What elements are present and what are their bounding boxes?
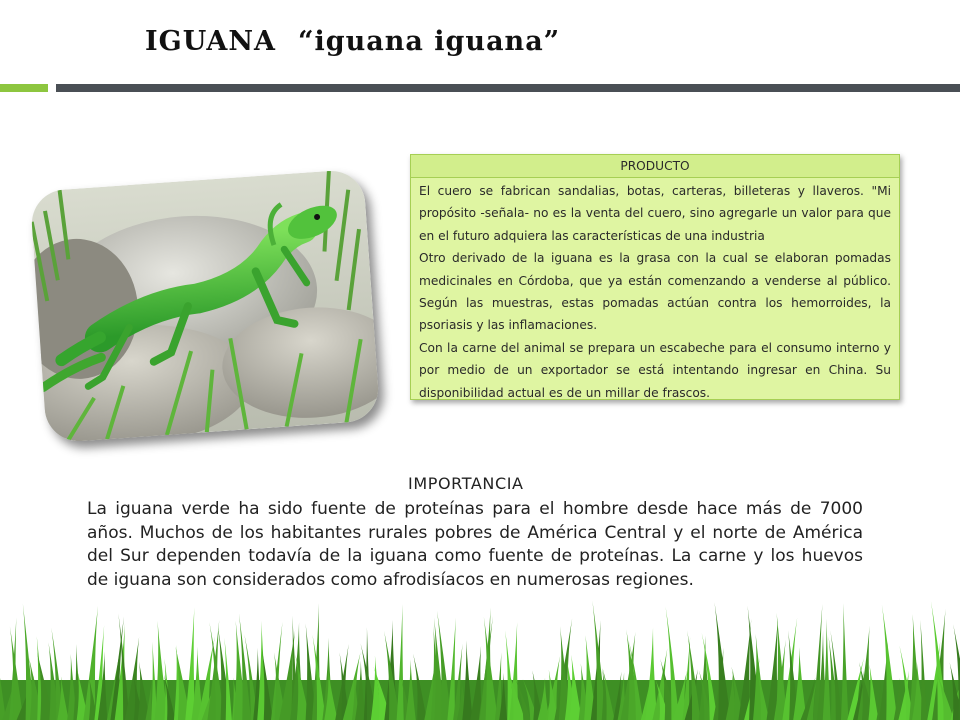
grass-blade (841, 603, 848, 720)
accent-bar-gray (56, 84, 960, 92)
importance-text: La iguana verde ha sido fuente de proteínas para el hombre desde hace más de 7000 años. Muchos de los habitantes rurales pobres de América Central y el norte de América del Sur dependen todavía de la iguana como fuente de proteínas. La carne y los huevos de iguana son considerados como afrodisíacos en numerosas regiones. (87, 499, 863, 590)
title-main: IGUANA (145, 26, 276, 57)
grass-blade (920, 620, 927, 720)
accent-bar-green (0, 84, 48, 92)
product-paragraph: El cuero se fabrican sandalias, botas, carteras, billeteras y llaveros. "Mi propósito -señala- no es la venta del cuero, sino agregarle un valor para que en el futuro adquiera las características de una industria (419, 184, 891, 243)
grass-decoration (0, 600, 960, 720)
slide-title (145, 26, 560, 57)
product-heading: PRODUCTO (411, 155, 899, 178)
importance-heading: IMPORTANCIA (408, 474, 524, 493)
title-species: “iguana iguana” (297, 26, 561, 57)
product-paragraph: Otro derivado de la iguana es la grasa con la cual se elaboran pomadas medicinales en Córdoba, que ya están comenzando a venderse al público. Según las muestras, estas pomadas actúan contra los hemorroides, la psoriasis y las inflamaciones. (419, 251, 891, 333)
iguana-illustration (30, 169, 381, 444)
product-box (410, 154, 900, 400)
product-paragraph: Con la carne del animal se prepara un escabeche para el consumo interno y por medio de un exportador se está intentando ingresar en China. Su disponibilidad actual es de un millar de frascos. (419, 340, 891, 400)
grass-blade (645, 627, 657, 720)
iguana-photo (30, 169, 381, 444)
product-body (411, 178, 899, 404)
